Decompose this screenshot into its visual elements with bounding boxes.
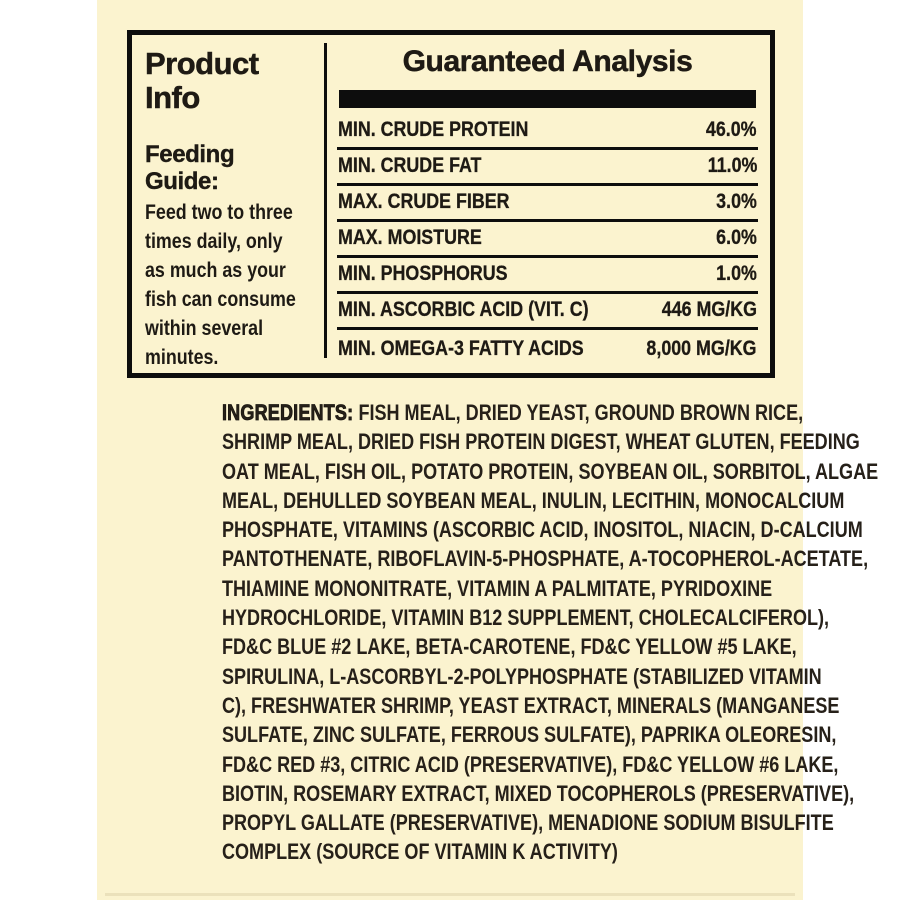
ingredients-line: COMPLEX (SOURCE OF VITAMIN K ACTIVITY) (222, 839, 618, 865)
analysis-row-label: MIN. CRUDE FAT (338, 154, 482, 177)
analysis-row (337, 186, 758, 222)
analysis-row-value: 46.0% (706, 118, 757, 141)
ingredients-line: BIOTIN, ROSEMARY EXTRACT, MIXED TOCOPHEROLS (PRESERVATIVE), (222, 780, 855, 806)
analysis-row-label: MIN. OMEGA-3 FATTY ACIDS (338, 337, 584, 360)
product-info-title: Product Info (145, 46, 259, 115)
feeding-guide-body-line: within several (145, 317, 264, 340)
analysis-header-bar (339, 90, 756, 108)
analysis-row-value: 1.0% (716, 262, 757, 285)
ingredients-text (222, 398, 894, 867)
ingredients-line: OAT MEAL, FISH OIL, POTATO PROTEIN, SOYBEAN OIL, SORBITOL, ALGAE (222, 458, 879, 484)
ingredients-line: FD&C RED #3, CITRIC ACID (PRESERVATIVE), FD&C YELLOW #6 LAKE, (222, 751, 839, 777)
analysis-row-label: MAX. MOISTURE (338, 226, 482, 249)
analysis-row-value: 446 MG/KG (661, 298, 757, 321)
panel-bottom-shadow (105, 893, 795, 896)
feeding-guide-title-line: Guide: (145, 168, 219, 195)
ingredients-line: MEAL, DEHULLED SOYBEAN MEAL, INULIN, LECITHIN, MONOCALCIUM (222, 487, 845, 513)
analysis-row-value: 8,000 MG/KG (646, 337, 757, 360)
ingredients-line: FD&C BLUE #2 LAKE, BETA-CAROTENE, FD&C YELLOW #5 LAKE, (222, 634, 797, 660)
analysis-row-label: MIN. PHOSPHORUS (338, 262, 508, 285)
analysis-row-value: 6.0% (716, 226, 757, 249)
analysis-row-label: MIN. CRUDE PROTEIN (338, 118, 529, 141)
product-info-box (127, 30, 775, 378)
analysis-row (337, 258, 758, 294)
feeding-guide-body-line: as much as your (145, 259, 286, 282)
analysis-row (337, 330, 758, 366)
ingredients-line: SHRIMP MEAL, DRIED FISH PROTEIN DIGEST, WHEAT GLUTEN, FEEDING (222, 429, 860, 455)
analysis-row (337, 294, 758, 330)
guaranteed-analysis-column (327, 35, 770, 373)
analysis-row (337, 114, 758, 150)
feeding-guide-title-line: Feeding (145, 141, 235, 168)
analysis-row-label: MIN. ASCORBIC ACID (VIT. C) (338, 298, 589, 321)
ingredients-line: C), FRESHWATER SHRIMP, YEAST EXTRACT, MINERALS (MANGANESE (222, 692, 840, 718)
analysis-row-value: 3.0% (716, 190, 757, 213)
product-info-column (132, 35, 324, 373)
ingredients-line: PROPYL GALLATE (PRESERVATIVE), MENADIONE SODIUM BISULFITE (222, 810, 834, 836)
feeding-guide-title (145, 141, 318, 195)
ingredients-line: PANTOTHENATE, RIBOFLAVIN-5-PHOSPHATE, A-TOCOPHEROL-ACETATE, (222, 546, 869, 572)
ingredients-line: PHOSPHATE, VITAMINS (ASCORBIC ACID, INOSITOL, NIACIN, D-CALCIUM (222, 517, 863, 543)
guaranteed-analysis-title: Guaranteed Analysis (402, 45, 693, 78)
feeding-guide-body-line: fish can consume (145, 288, 296, 311)
analysis-row (337, 150, 758, 186)
ingredients-line: SPIRULINA, L-ASCORBYL-2-POLYPHOSPHATE (STABILIZED VITAMIN (222, 663, 822, 689)
analysis-row-value: 11.0% (707, 154, 757, 177)
label-panel (97, 0, 879, 900)
analysis-row-label: MAX. CRUDE FIBER (338, 190, 510, 213)
ingredients-line: INGREDIENTS: FISH MEAL, DRIED YEAST, GROUND BROWN RICE, (222, 400, 804, 425)
feeding-guide-body-line: minutes. (145, 346, 219, 369)
feeding-guide-body-line: Feed two to three (145, 201, 293, 224)
ingredients-line: THIAMINE MONONITRATE, VITAMIN A PALMITATE, PYRIDOXINE (222, 575, 773, 601)
ingredients-line: SULFATE, ZINC SULFATE, FERROUS SULFATE), PAPRIKA OLEORESIN, (222, 722, 837, 748)
ingredients-line: HYDROCHLORIDE, VITAMIN B12 SUPPLEMENT, CHOLECALCIFEROL), (222, 605, 830, 631)
feeding-guide-body (145, 198, 318, 372)
analysis-rows (337, 114, 758, 366)
analysis-row (337, 222, 758, 258)
feeding-guide-body-line: times daily, only (145, 230, 283, 253)
ingredients-label: INGREDIENTS: (222, 400, 359, 425)
